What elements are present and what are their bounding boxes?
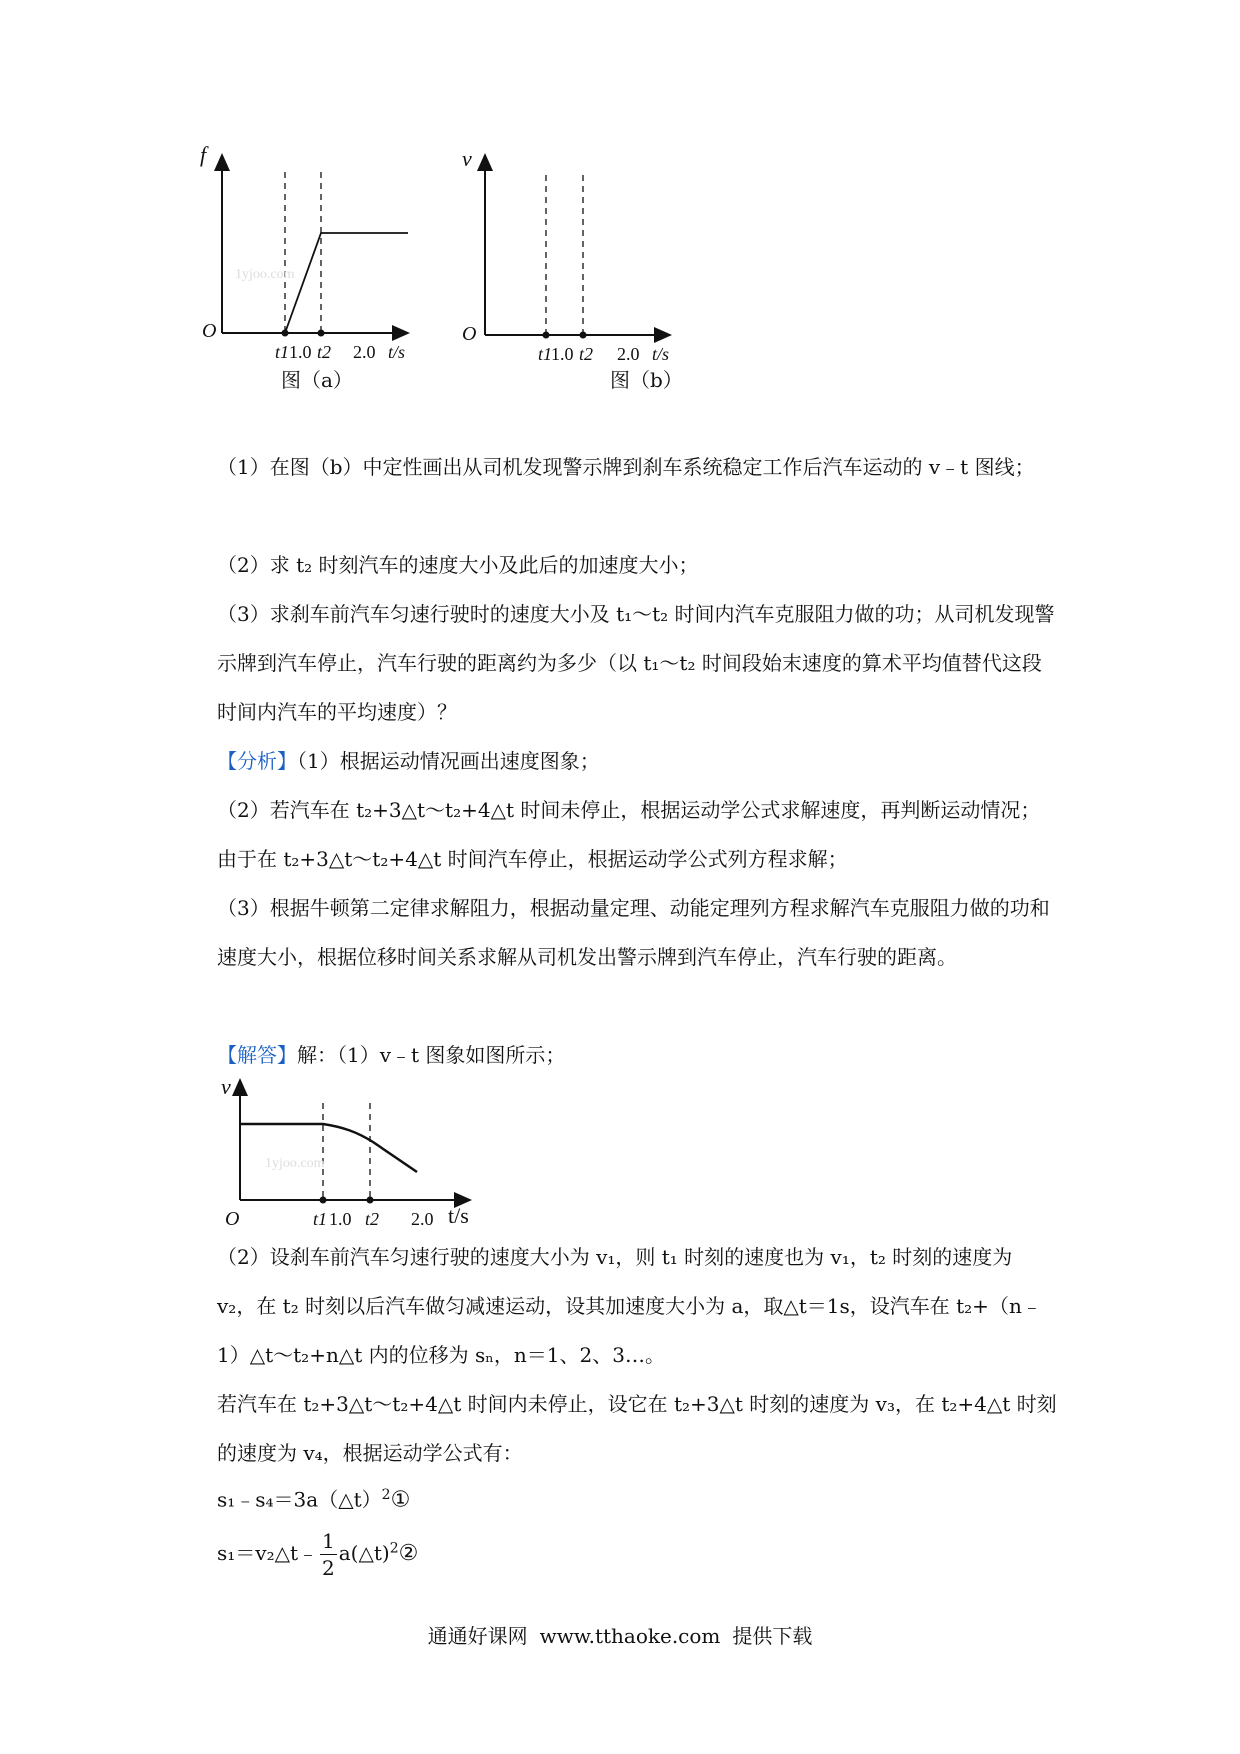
tick-label-2: 2.0 — [617, 344, 640, 364]
t2-point — [580, 332, 587, 339]
footer-suffix: 提供下载 — [732, 1624, 813, 1648]
origin-label: O — [202, 320, 217, 342]
question-2: （2）求 t₂ 时刻汽车的速度大小及此后的加速度大小； — [217, 553, 699, 577]
t2-point — [367, 1197, 374, 1204]
y-axis-label: v — [221, 1074, 231, 1099]
analysis-text-1: （1）根据运动情况画出速度图象； — [297, 749, 600, 773]
origin-label: O — [225, 1208, 240, 1230]
tick-label-t1: t1 — [275, 342, 290, 362]
equation-2-mark: ② — [398, 1541, 419, 1566]
watermark: 1yjoo.com — [265, 1156, 325, 1171]
answer-figure — [215, 1075, 515, 1235]
equation-1-mark: ① — [390, 1487, 411, 1513]
figure-b-caption: 图（b） — [610, 368, 683, 392]
analysis-2: （2）若汽车在 t₂+3△t～t₂+4△t 时间未停止，根据运动学公式求解速度，再判断运动情况；由于在 t₂+3△t～t₂+4△t 时间汽车停止，根据运动学公式列方程求解； — [217, 798, 1041, 871]
equation-2 — [217, 1528, 418, 1581]
t2-point — [318, 330, 325, 337]
y-axis-label: v — [462, 146, 472, 171]
question-3: （3）求刹车前汽车匀速行驶时的速度大小及 t₁～t₂ 时间内汽车克服阻力做的功；从司机发现警示牌到汽车停止，汽车行驶的距离约为多少（以 t₁～t₂ 时间段始末速度的算术平均值替代这段时间内汽车的平均速度）？ — [217, 602, 1055, 724]
answer-tag: 【解答】 — [217, 1043, 297, 1067]
question-1: （1）在图（b）中定性画出从司机发现警示牌到刹车系统稳定工作后汽车运动的 v﹣t 图线； — [217, 455, 1035, 479]
footer-url: www.tthaoke.com — [539, 1624, 721, 1648]
equation-2-exponent: 2 — [389, 1540, 399, 1557]
equation-1-exponent: 2 — [381, 1487, 391, 1503]
answer-intro-text: 解：（1）v﹣t 图象如图所示； — [297, 1043, 566, 1067]
equation-1-left: s₁﹣s₄＝3a（△t） — [217, 1487, 382, 1512]
tick-label-t2: t2 — [365, 1209, 380, 1229]
tick-label-t1: t1 — [538, 344, 553, 364]
equation-1 — [217, 1480, 410, 1516]
analysis-1 — [217, 737, 1057, 786]
origin-label: O — [462, 323, 477, 345]
answer-intro — [217, 1031, 1057, 1080]
tick-label-t1: t1 — [313, 1209, 328, 1229]
footer-site-name: 通通好课网 — [427, 1624, 528, 1648]
equation-2-right: a(△t) — [338, 1541, 390, 1565]
equation-2-left: s₁＝v₂△t﹣ — [217, 1541, 319, 1565]
analysis-tag: 【分析】 — [217, 749, 297, 773]
t1-point — [282, 330, 289, 337]
t1-point — [320, 1197, 327, 1204]
fraction-numerator: 1 — [322, 1529, 335, 1553]
fraction-denominator: 2 — [322, 1556, 335, 1580]
answer-p2: （2）设刹车前汽车匀速行驶的速度大小为 v₁，则 t₁ 时刻的速度也为 v₁，t₂ 时刻的速度为 v₂，在 t₂ 时刻以后汽车做匀减速运动，设其加速度大小为 a，取△t＝1s，设汽车在 t₂+（n﹣1）△t～t₂+n△t 内的位移为 sₙ，n＝1、2、3…。 — [217, 1245, 1042, 1367]
t1-point — [543, 332, 550, 339]
tick-label-t2: t2 — [579, 344, 594, 364]
figure-a-caption: 图（a） — [281, 368, 353, 392]
x-axis-label: t/s — [388, 342, 406, 362]
page-footer — [0, 1620, 1240, 1649]
tick-label-t2: t2 — [317, 342, 332, 362]
fraction-one-half — [320, 1528, 337, 1581]
tick-label-1: 1.0 — [329, 1209, 352, 1229]
tick-label-1: 1.0 — [551, 344, 574, 364]
x-axis-label: t/s — [652, 344, 670, 364]
f-curve — [285, 233, 408, 333]
watermark: 1yjoo.com — [235, 267, 295, 282]
answer-p3: 若汽车在 t₂+3△t～t₂+4△t 时间内未停止，设它在 t₂+3△t 时刻的速度为 v₃，在 t₂+4△t 时刻的速度为 v₄，根据运动学公式有： — [217, 1392, 1057, 1465]
tick-label-2: 2.0 — [411, 1209, 434, 1229]
x-axis-label: t/s — [448, 1203, 469, 1228]
tick-label-2: 2.0 — [353, 342, 376, 362]
tick-label-1: 1.0 — [289, 342, 312, 362]
analysis-3: （3）根据牛顿第二定律求解阻力，根据动量定理、动能定理列方程求解汽车克服阻力做的功和速度大小，根据位移时间关系求解从司机发出警示牌到汽车停止，汽车行驶的距离。 — [217, 896, 1050, 969]
y-axis-label: f — [200, 142, 207, 167]
